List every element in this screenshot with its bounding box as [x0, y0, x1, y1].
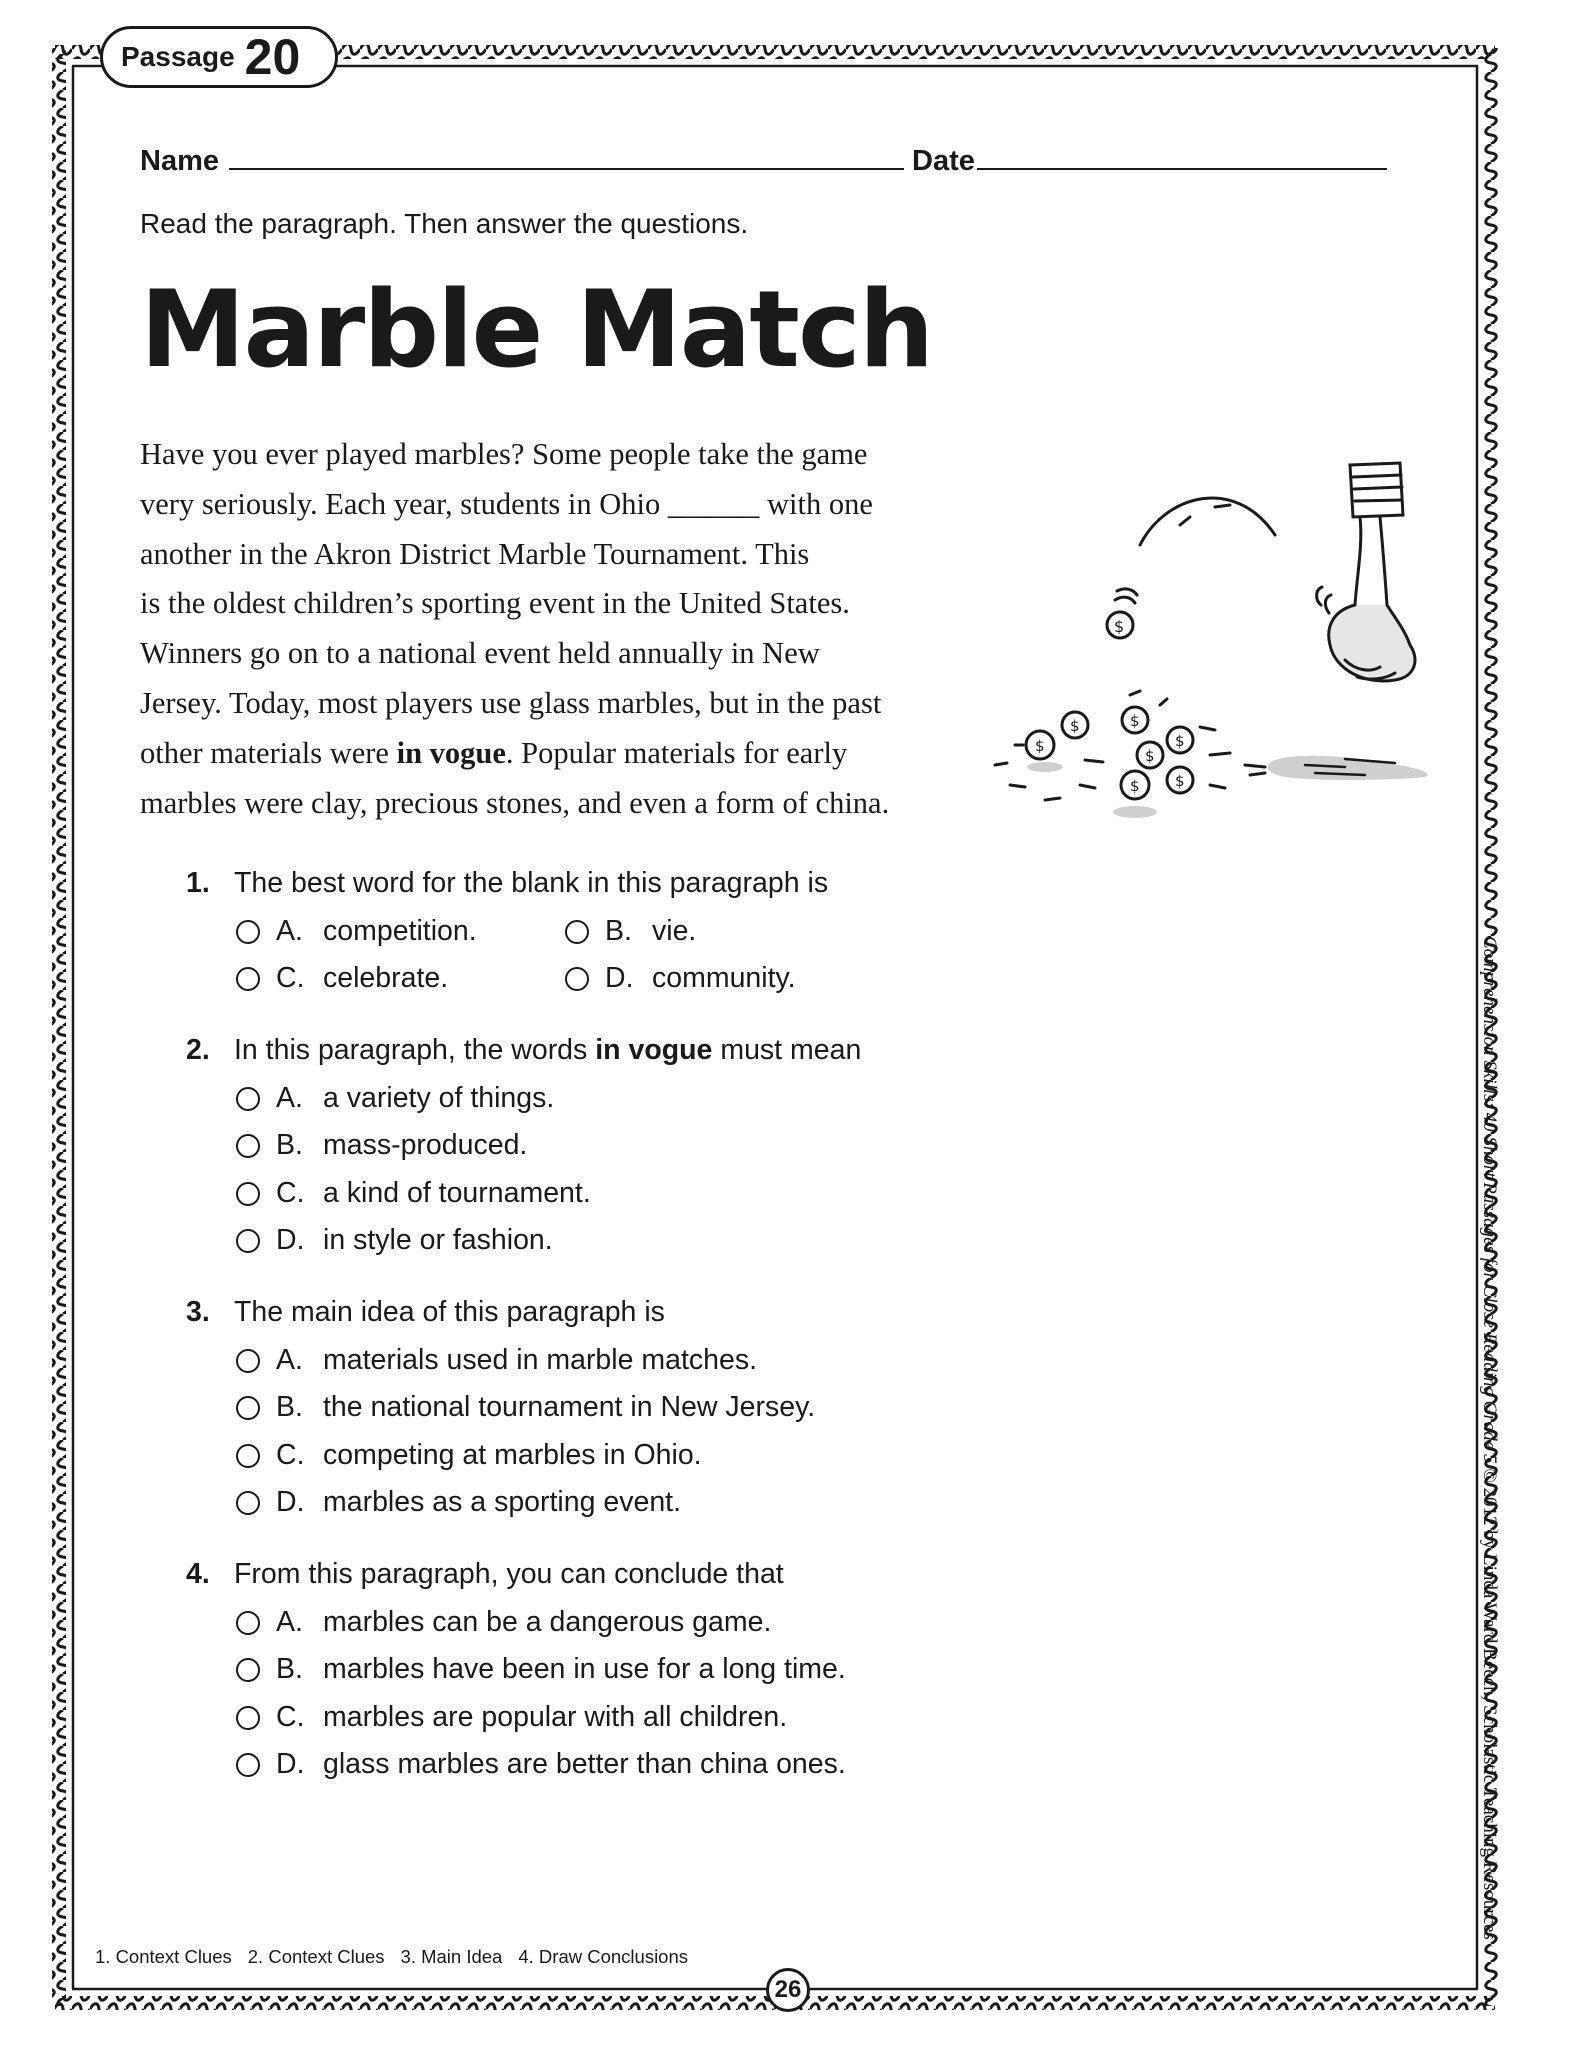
page-number: 26	[766, 1968, 810, 2012]
answer-option[interactable]	[565, 915, 696, 948]
answer-option[interactable]	[236, 1486, 681, 1519]
option-letter: A.	[276, 1344, 303, 1376]
paragraph-line: Jersey. Today, most players use glass marbles, but in the past	[140, 685, 882, 720]
radio-circle-icon[interactable]	[236, 1706, 260, 1730]
question-1	[186, 867, 828, 900]
question-number: 4.	[186, 1558, 210, 1590]
marble-symbol: $	[1145, 747, 1155, 765]
option-letter: C.	[276, 962, 305, 994]
option-letter: D.	[276, 1486, 305, 1518]
option-text: vie.	[652, 915, 697, 947]
paragraph-line: marbles were clay, precious stones, and even a form of china.	[140, 785, 890, 820]
option-text: a kind of tournament.	[323, 1177, 591, 1209]
radio-circle-icon[interactable]	[236, 1229, 260, 1253]
skill-label: 1. Context Clues	[95, 1946, 232, 1967]
marble-symbol: $	[1035, 737, 1045, 755]
option-text: competing at marbles in Ohio.	[323, 1439, 702, 1471]
radio-circle-icon[interactable]	[236, 1396, 260, 1420]
option-letter: D.	[276, 1224, 305, 1256]
marble-symbol: $	[1175, 772, 1185, 790]
answer-option[interactable]	[236, 915, 477, 948]
option-text: materials used in marble matches.	[323, 1344, 758, 1376]
radio-circle-icon[interactable]	[565, 920, 589, 944]
question-2	[186, 1034, 861, 1067]
radio-circle-icon[interactable]	[236, 1491, 260, 1515]
answer-option[interactable]	[565, 962, 796, 995]
answer-option[interactable]	[236, 1653, 846, 1686]
option-letter: A.	[276, 1082, 303, 1114]
marble-symbol: $	[1114, 617, 1125, 636]
option-text: marbles can be a dangerous game.	[323, 1606, 772, 1638]
question-number: 3.	[186, 1296, 210, 1328]
answer-option[interactable]	[236, 1177, 591, 1210]
option-letter: B.	[276, 1391, 303, 1423]
option-text: mass-produced.	[323, 1129, 528, 1161]
radio-circle-icon[interactable]	[565, 967, 589, 991]
option-text: community.	[652, 962, 796, 994]
marble-symbol: $	[1130, 777, 1140, 795]
radio-circle-icon[interactable]	[236, 1753, 260, 1777]
option-text: in style or fashion.	[323, 1224, 553, 1256]
radio-circle-icon[interactable]	[236, 920, 260, 944]
option-text: a variety of things.	[323, 1082, 555, 1114]
book-title: Comprehension Skills: 40 Short Passages for Close Reading Grade 5	[1479, 936, 1500, 1464]
option-letter: A.	[276, 915, 303, 947]
date-label: Date	[912, 145, 975, 177]
option-text: celebrate.	[323, 962, 449, 994]
option-letter: C.	[276, 1177, 305, 1209]
answer-option[interactable]	[236, 1082, 554, 1115]
question-3	[186, 1296, 665, 1329]
paragraph-line: Have you ever played marbles? Some people take the game	[140, 437, 868, 471]
marble-symbol: $	[1175, 732, 1185, 750]
question-number: 1.	[186, 867, 210, 899]
paragraph-text: . Popular materials for early	[505, 735, 848, 770]
vocabulary-term: in vogue	[595, 1034, 713, 1066]
answer-option[interactable]	[236, 1391, 815, 1424]
skill-label: 2. Context Clues	[247, 1946, 385, 1967]
answer-option[interactable]	[236, 962, 448, 995]
instructions: Read the paragraph. Then answer the questions.	[140, 208, 749, 239]
question-text: must mean	[712, 1034, 862, 1066]
answer-option[interactable]	[236, 1129, 527, 1162]
name-date-row	[140, 138, 1387, 178]
copyright-credit	[1478, 936, 1500, 1996]
answer-option[interactable]	[236, 1701, 787, 1734]
answer-option[interactable]	[236, 1224, 553, 1257]
passage-label: Passage	[121, 41, 235, 72]
marble-symbol: $	[1070, 717, 1080, 735]
vocabulary-term: in vogue	[396, 735, 506, 770]
option-letter: B.	[276, 1653, 303, 1685]
option-text: marbles are popular with all children.	[323, 1701, 788, 1733]
question-text: In this paragraph, the words	[234, 1034, 596, 1066]
paragraph-line: very seriously. Each year, students in Ohio ______ with one	[140, 486, 873, 521]
passage-tab	[100, 26, 338, 88]
radio-circle-icon[interactable]	[236, 1134, 260, 1158]
option-letter: C.	[276, 1701, 305, 1733]
option-letter: B.	[605, 915, 632, 947]
radio-circle-icon[interactable]	[236, 1611, 260, 1635]
option-text: marbles as a sporting event.	[323, 1486, 682, 1518]
question-text: From this paragraph, you can conclude that	[234, 1558, 784, 1590]
paragraph-line: Winners go on to a national event held annually in New	[140, 636, 820, 671]
hand-dropping-marbles-icon	[985, 455, 1445, 845]
paragraph-line	[140, 729, 990, 779]
paragraph-line: another in the Akron District Marble Tournament. This	[140, 536, 810, 571]
question-text: The main idea of this paragraph is	[234, 1296, 665, 1328]
option-letter: D.	[605, 962, 634, 994]
passage-number: 20	[244, 29, 301, 85]
date-field[interactable]	[977, 138, 1387, 170]
answer-option[interactable]	[236, 1439, 702, 1472]
radio-circle-icon[interactable]	[236, 1444, 260, 1468]
answer-option[interactable]	[236, 1748, 846, 1781]
name-label: Name	[140, 145, 219, 177]
radio-circle-icon[interactable]	[236, 1658, 260, 1682]
question-4	[186, 1558, 784, 1591]
skill-label: 3. Main Idea	[400, 1946, 503, 1967]
marble-symbol: $	[1130, 712, 1140, 730]
answer-option[interactable]	[236, 1606, 771, 1639]
option-text: marbles have been in use for a long time.	[323, 1653, 846, 1685]
passage-title: Marble Match	[140, 268, 933, 391]
radio-circle-icon[interactable]	[236, 1087, 260, 1111]
option-letter: D.	[276, 1748, 305, 1780]
option-letter: B.	[276, 1129, 303, 1161]
radio-circle-icon[interactable]	[236, 967, 260, 991]
option-letter: C.	[276, 1439, 305, 1471]
skill-label: 4. Draw Conclusions	[518, 1946, 689, 1967]
option-text: glass marbles are better than china ones.	[323, 1748, 846, 1780]
skills-footer	[95, 1946, 688, 1968]
question-text: The best word for the blank in this paragraph is	[234, 867, 829, 899]
paragraph-line: is the oldest children’s sporting event in the United States.	[140, 586, 850, 621]
radio-circle-icon[interactable]	[236, 1182, 260, 1206]
copyright-text: © 2012 by Linda Ward Beech, Scholastic Teaching Resources	[1479, 1463, 1500, 1940]
option-text: competition.	[323, 915, 477, 947]
name-field[interactable]	[229, 138, 904, 170]
reading-paragraph	[140, 430, 990, 828]
paragraph-text: other materials were	[140, 735, 397, 770]
option-text: the national tournament in New Jersey.	[323, 1391, 816, 1423]
answer-option[interactable]	[236, 1344, 757, 1377]
question-number: 2.	[186, 1034, 210, 1066]
option-letter: A.	[276, 1606, 303, 1638]
radio-circle-icon[interactable]	[236, 1349, 260, 1373]
